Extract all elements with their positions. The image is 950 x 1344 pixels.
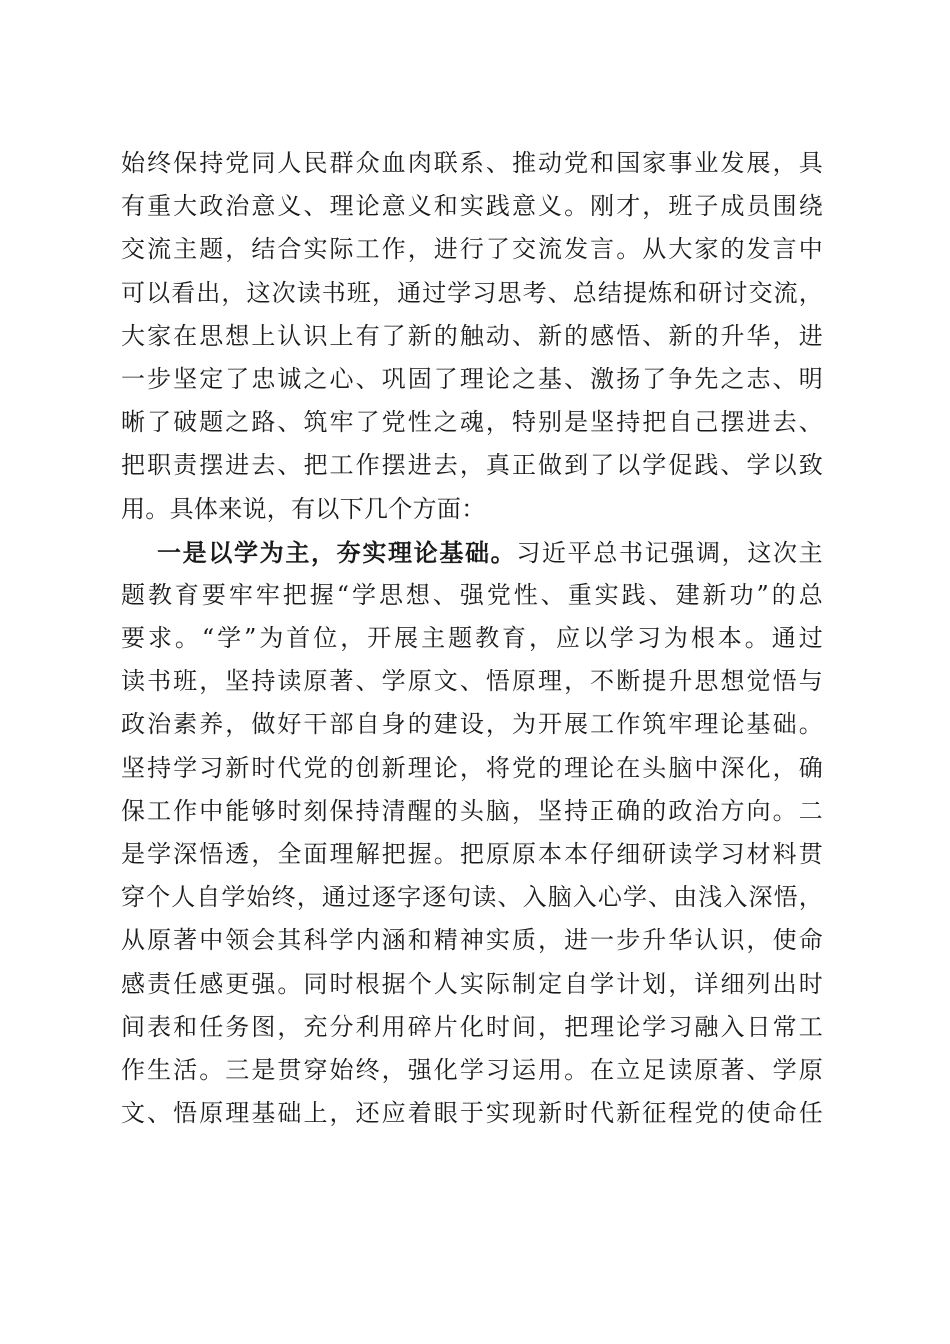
text-line: 间表和任务图，充分利用碎片化时间，把理论学习融入日常工: [121, 1012, 823, 1041]
text-line: 从原著中领会其科学内涵和精神实质，进一步升华认识，使命: [121, 926, 823, 955]
text-line: 文、悟原理基础上，还应着眼于实现新时代新征程党的使命任: [121, 1099, 823, 1128]
text-line: 用。具体来说，有以下几个方面：: [121, 494, 486, 523]
text-line: 坚持学习新时代党的创新理论，将党的理论在头脑中深化，确: [121, 753, 823, 782]
text-line: 题教育要牢牢把握“学思想、强党性、重实践、建新功”的总: [121, 580, 823, 609]
text-line: 要求。“学”为首位，开展主题教育，应以学习为根本。通过: [121, 624, 823, 653]
text-line: 大家在思想上认识上有了新的触动、新的感悟、新的升华，进: [121, 321, 823, 350]
text-line: 始终保持党同人民群众血肉联系、推动党和国家事业发展，具: [121, 149, 823, 177]
text-line: 穿个人自学始终，通过逐字逐句读、入脑入心学、由浅入深悟，: [121, 883, 823, 912]
paragraph-first-line-text: 习近平总书记强调，这次主: [516, 538, 823, 567]
text-line: 政治素养，做好干部自身的建设，为开展工作筑牢理论基础。: [121, 710, 823, 739]
text-line: 保工作中能够时刻保持清醒的头脑，坚持正确的政治方向。二: [121, 796, 823, 825]
text-line: 交流主题，结合实际工作，进行了交流发言。从大家的发言中: [121, 235, 823, 264]
text-line: 读书班，坚持读原著、学原文、悟原理，不断提升思想觉悟与: [121, 667, 823, 696]
body-text: [121, 142, 823, 1135]
text-line: 可以看出，这次读书班，通过学习思考、总结提炼和研讨交流，: [121, 278, 823, 307]
paragraph-heading: 一是以学为主，夯实理论基础。: [157, 537, 517, 567]
text-line: 晰了破题之路、筑牢了党性之魂，特别是坚持把自己摆进去、: [121, 408, 823, 437]
paragraph-first-line: [121, 531, 823, 574]
text-line: 是学深悟透，全面理解把握。把原原本本仔细研读学习材料贯: [121, 840, 823, 868]
text-line: 作生活。三是贯穿始终，强化学习运用。在立足读原著、学原: [121, 1055, 823, 1084]
text-line: 一步坚定了忠诚之心、巩固了理论之基、激扬了争先之志、明: [121, 364, 823, 393]
text-line: 把职责摆进去、把工作摆进去，真正做到了以学促践、学以致: [121, 451, 823, 480]
text-line: 感责任感更强。同时根据个人实际制定自学计划，详细列出时: [121, 969, 823, 998]
text-line: 有重大政治意义、理论意义和实践意义。刚才，班子成员围绕: [121, 192, 823, 221]
